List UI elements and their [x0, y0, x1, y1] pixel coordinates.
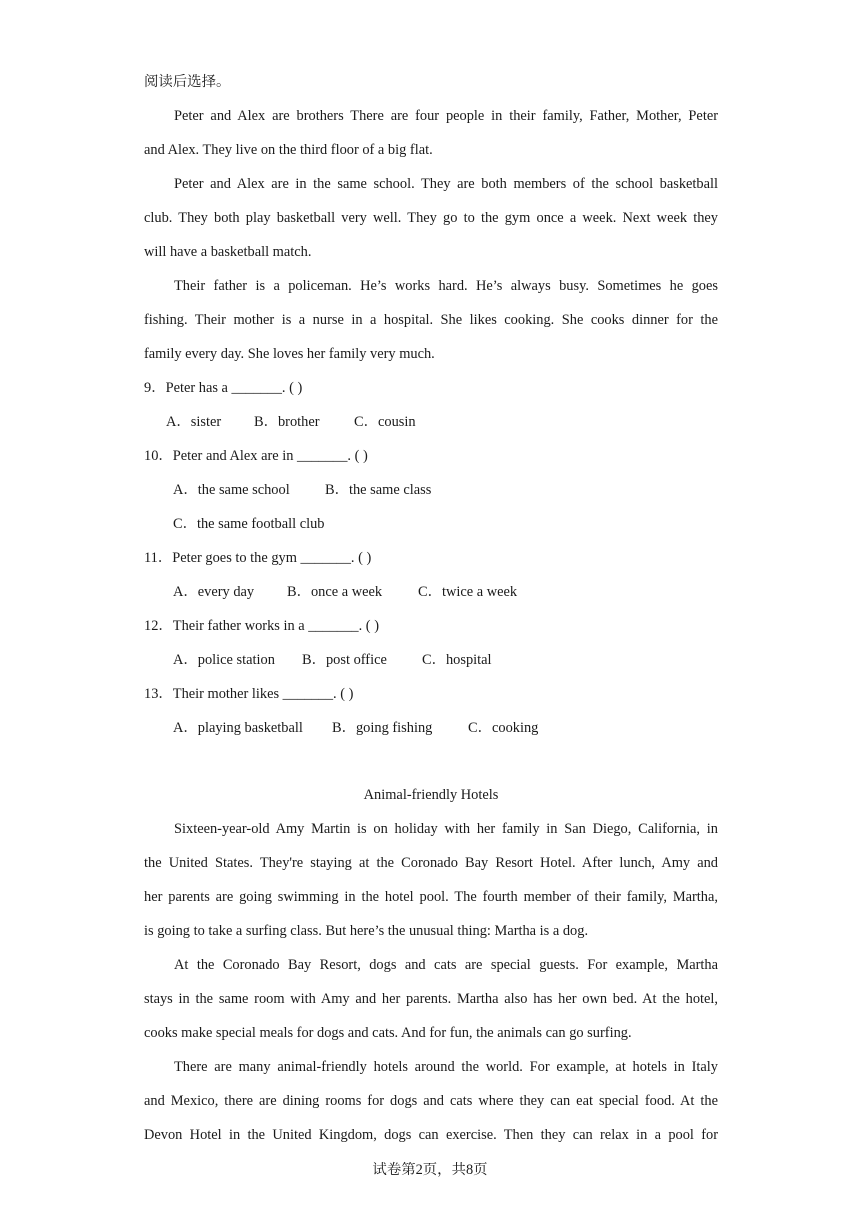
answer-option: A．police station — [173, 652, 275, 668]
answer-option: A．sister — [166, 414, 222, 430]
answer-option: C．the same football club — [173, 516, 325, 532]
question-stem: 12．Their father works in a _______. ( ) — [144, 618, 379, 634]
passage-line: family every day. She loves her family very much. — [144, 346, 435, 362]
passage-line: club. They both play basketball very well. They go to the gym once a week. Next week they — [144, 210, 718, 226]
passage-line: Peter and Alex are in the same school. They are both members of the school basketball — [174, 176, 718, 192]
question-stem: 9．Peter has a _______. ( ) — [144, 380, 303, 396]
passage-line: Sixteen-year-old Amy Martin is on holiday with her family in San Diego, California, in — [174, 821, 718, 837]
passage-line: Devon Hotel in the United Kingdom, dogs can exercise. Then they can relax in a pool for — [144, 1127, 718, 1143]
answer-option: C．cooking — [468, 720, 539, 736]
answer-option: B．brother — [254, 414, 320, 430]
answer-option: B．the same class — [325, 482, 432, 498]
passage-line: At the Coronado Bay Resort, dogs and cats are special guests. For example, Martha — [174, 957, 718, 973]
passage-line: and Alex. They live on the third floor of a big flat. — [144, 142, 433, 158]
passage-line: There are many animal-friendly hotels around the world. For example, at hotels in Italy — [174, 1059, 718, 1075]
passage-line: her parents are going swimming in the hotel pool. The fourth member of their family, Martha, — [144, 889, 718, 905]
answer-option: B．post office — [302, 652, 387, 668]
answer-option: C．cousin — [354, 414, 416, 430]
answer-option: C．twice a week — [418, 584, 518, 600]
answer-option: B．once a week — [287, 584, 383, 600]
passage-line: fishing. Their mother is a nurse in a hospital. She likes cooking. She cooks dinner for the — [144, 312, 718, 328]
passage-line: cooks make special meals for dogs and cats. And for fun, the animals can go surfing. — [144, 1025, 632, 1041]
answer-option: A．the same school — [173, 482, 290, 498]
passage-line: Peter and Alex are brothers There are four people in their family, Father, Mother, Peter — [174, 108, 718, 124]
answer-option: A．playing basketball — [173, 720, 303, 736]
answer-option: A．every day — [173, 584, 255, 600]
passage-line: will have a basketball match. — [144, 244, 312, 260]
question-stem: 10．Peter and Alex are in _______. ( ) — [144, 448, 368, 464]
passage-line: and Mexico, there are dining rooms for dogs and cats where they can eat special food. At the — [144, 1093, 718, 1109]
question-stem: 13．Their mother likes _______. ( ) — [144, 686, 354, 702]
answer-option: C．hospital — [422, 652, 492, 668]
passage-line: is going to take a surfing class. But here’s the unusual thing: Martha is a dog. — [144, 923, 589, 939]
passage-line: the United States. They're staying at the Coronado Bay Resort Hotel. After lunch, Amy and — [144, 855, 718, 871]
passage-line: stays in the same room with Amy and her parents. Martha also has her own bed. At the hotel, — [144, 991, 718, 1007]
answer-option: B．going fishing — [332, 720, 433, 736]
question-stem: 11．Peter goes to the gym _______. ( ) — [144, 550, 372, 566]
passage-line: Their father is a policeman. He’s works hard. He’s always busy. Sometimes he goes — [174, 278, 718, 294]
page-footer: 试卷第2页，共8页 — [372, 1162, 488, 1178]
passage-title: Animal-friendly Hotels — [363, 787, 499, 803]
section-instruction: 阅读后选择。 — [144, 74, 231, 90]
